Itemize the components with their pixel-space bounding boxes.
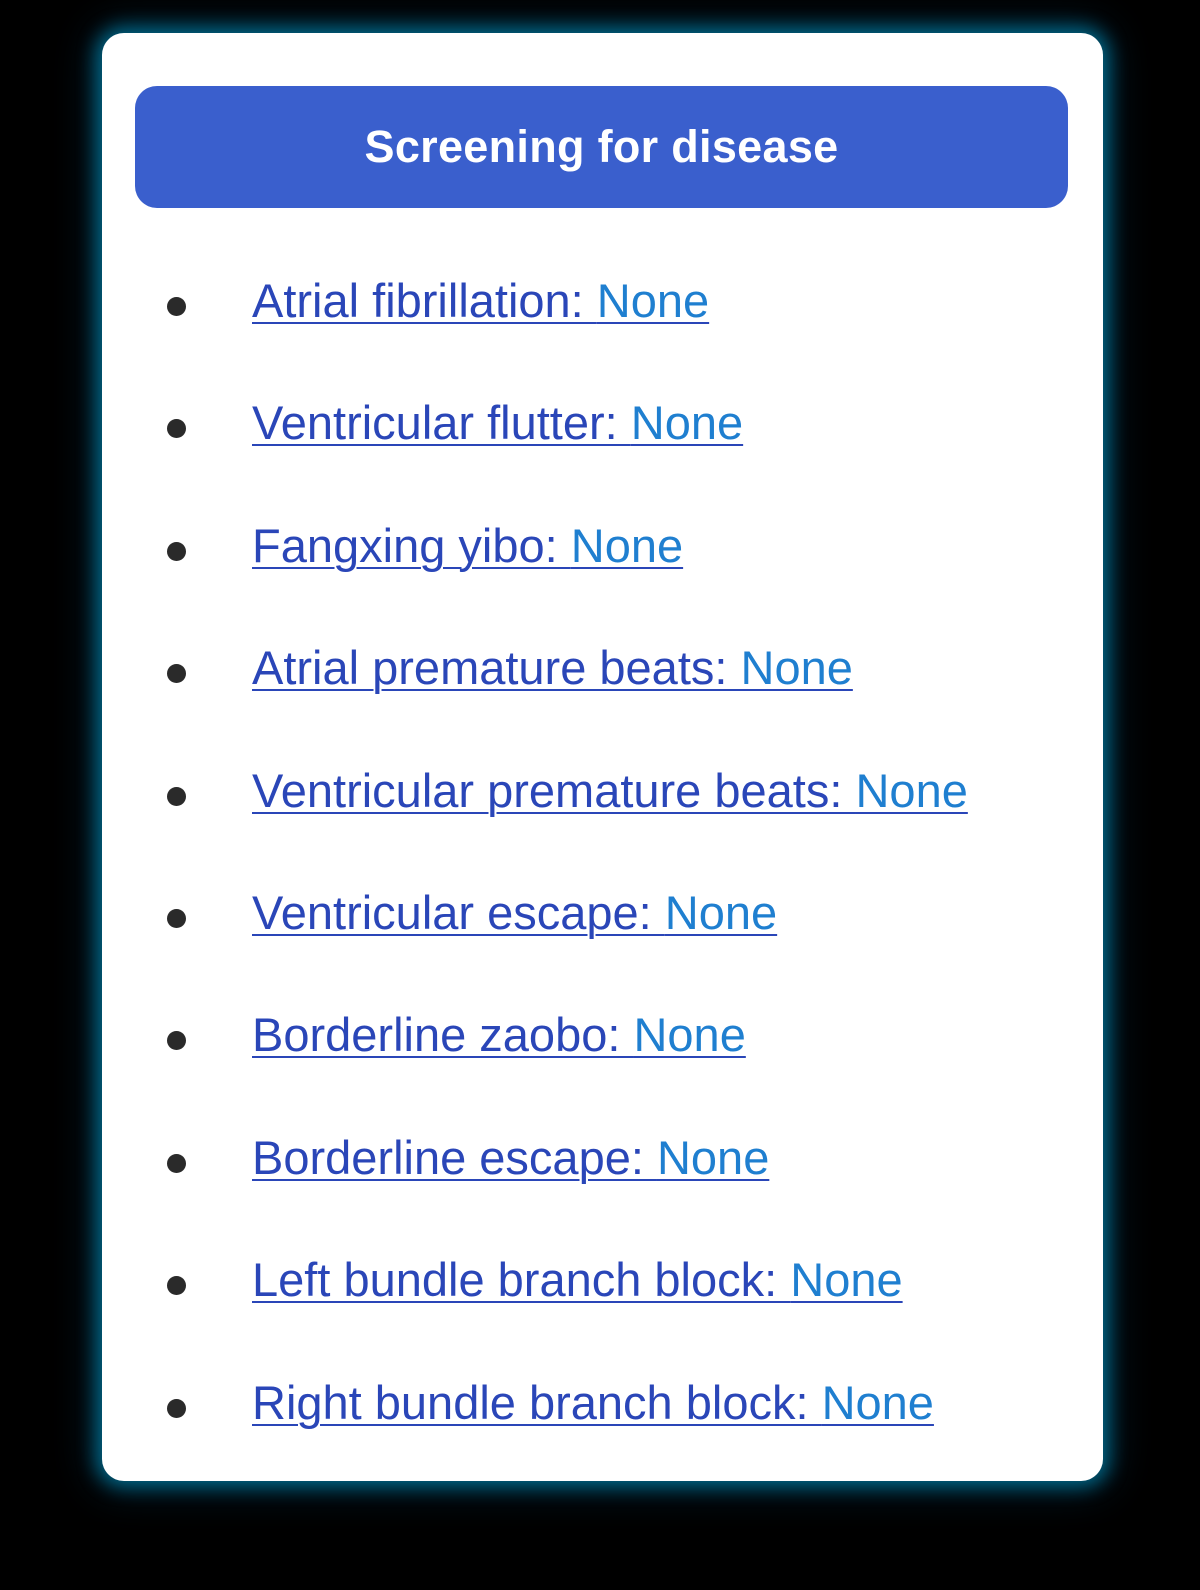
list-item-borderline-escape (102, 1128, 1103, 1250)
disease-link-ventricular-flutter[interactable] (252, 393, 743, 453)
disease-link-atrial-premature-beats[interactable] (252, 638, 853, 698)
disease-label: Borderline escape: (252, 1130, 657, 1184)
bullet-icon (167, 1031, 186, 1050)
disease-label: Fangxing yibo: (252, 518, 571, 572)
disease-label: Atrial fibrillation: (252, 274, 597, 327)
screening-card (102, 33, 1103, 1481)
disease-value: None (855, 763, 968, 817)
disease-link-fangxing-yibo[interactable] (252, 516, 683, 576)
disease-link-borderline-zaobo[interactable] (252, 1005, 746, 1065)
disease-label: Ventricular flutter: (252, 396, 631, 450)
disease-value: None (596, 274, 710, 327)
list-item-borderline-zaobo (102, 1005, 1103, 1127)
disease-link-right-bundle-branch-block[interactable] (252, 1373, 934, 1433)
bullet-icon (167, 664, 186, 683)
disease-label: Ventricular escape: (252, 885, 665, 939)
disease-link-ventricular-premature-beats[interactable] (252, 761, 968, 821)
disease-link-borderline-escape[interactable] (252, 1128, 769, 1188)
list-item-left-bundle-branch-block (102, 1250, 1103, 1372)
bullet-icon (167, 787, 186, 806)
disease-label: Right bundle branch block: (252, 1375, 822, 1429)
disease-value: None (790, 1253, 903, 1307)
list-item-ventricular-escape (102, 883, 1103, 1005)
disease-link-ventricular-escape[interactable] (252, 883, 777, 943)
bullet-icon (167, 909, 186, 928)
disease-value: None (740, 641, 853, 695)
disease-value: None (570, 518, 684, 572)
bullet-icon (167, 1399, 186, 1418)
bullet-icon (167, 419, 186, 438)
disease-label: Atrial premature beats: (252, 641, 741, 695)
list-item-ventricular-premature-beats (102, 761, 1103, 883)
list-item-ventricular-flutter (102, 393, 1103, 515)
list-item-atrial-fibrillation (102, 271, 1103, 393)
bullet-icon (167, 542, 186, 561)
list-item-fangxing-yibo (102, 516, 1103, 638)
disease-value: None (633, 1008, 746, 1062)
disease-list (102, 271, 1103, 1495)
disease-value: None (656, 1130, 770, 1184)
disease-value: None (664, 885, 778, 939)
bullet-icon (167, 1276, 186, 1295)
disease-label: Left bundle branch block: (252, 1253, 791, 1307)
disease-link-left-bundle-branch-block[interactable] (252, 1250, 903, 1310)
bullet-icon (167, 1154, 186, 1173)
page-title: Screening for disease (364, 121, 839, 172)
disease-link-atrial-fibrillation[interactable] (252, 271, 709, 331)
disease-label: Borderline zaobo: (252, 1008, 634, 1062)
screening-header (135, 86, 1068, 208)
list-item-atrial-premature-beats (102, 638, 1103, 760)
disease-value: None (630, 396, 744, 450)
disease-label: Ventricular premature beats: (252, 763, 856, 817)
bullet-icon (167, 297, 186, 316)
disease-value: None (821, 1375, 934, 1429)
list-item-right-bundle-branch-block (102, 1373, 1103, 1495)
